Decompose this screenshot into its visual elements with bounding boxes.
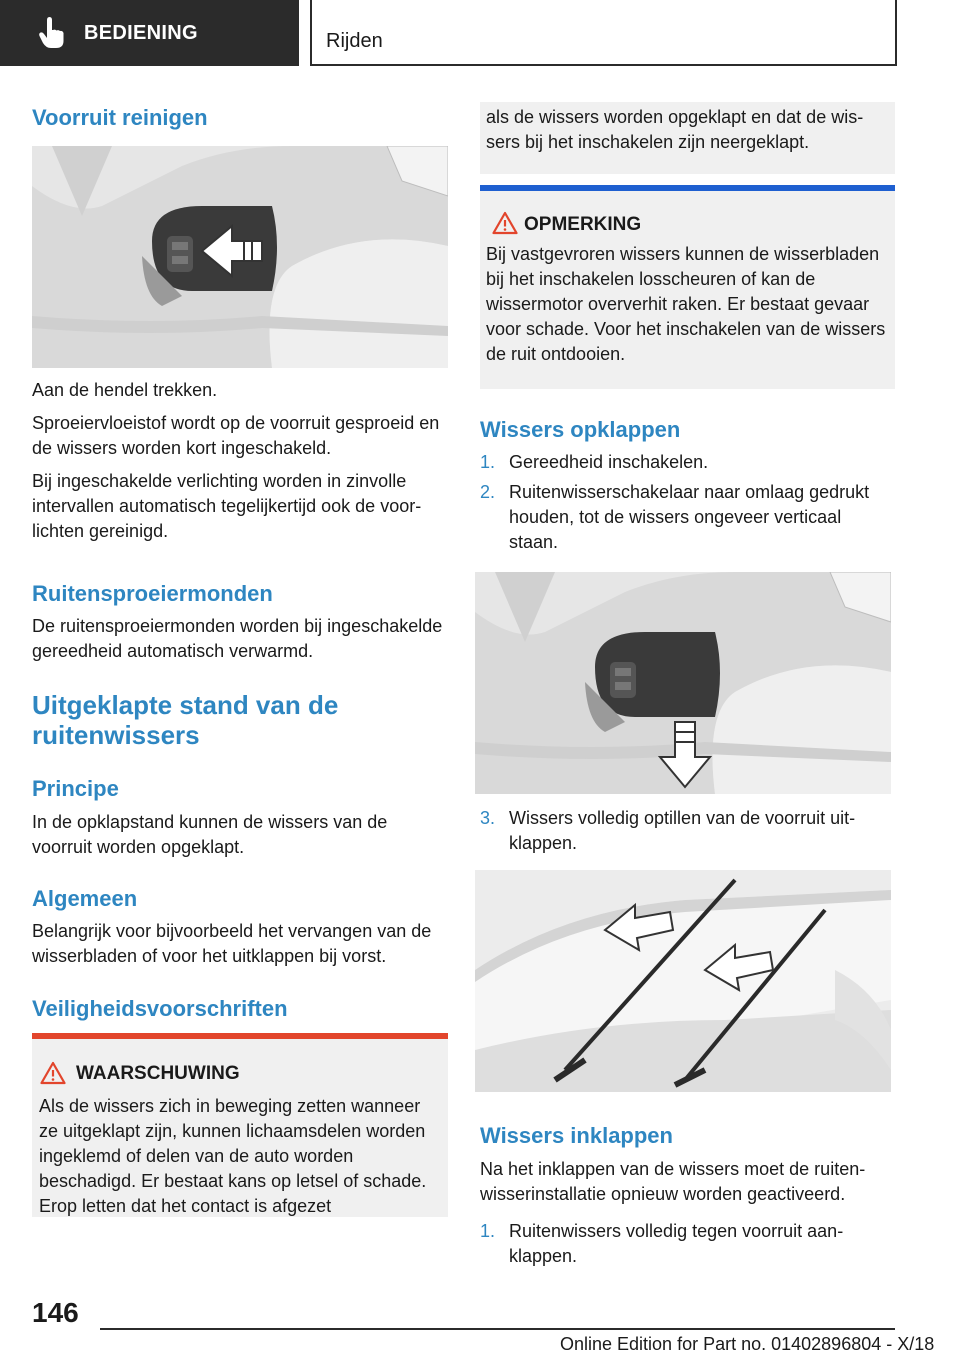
footer-edition: Online Edition for Part no. 01402896804 - X/18 xyxy=(560,1334,935,1354)
section-label: Rijden xyxy=(326,30,383,52)
paragraph-nozzles-heated: De ruitensproeiermonden worden bij ingeschakelde gereedheid automatisch verwarmd. xyxy=(32,616,443,661)
list-item: 1. Ruitenwissers volledig tegen voorruit aanklappen. xyxy=(480,1221,844,1266)
paragraph-washer-fluid: Sproeiervloeistof wordt op de voorruit gesproeid en de wissers worden kort ingeschakeld. xyxy=(32,413,440,458)
steps-opklappen-3 xyxy=(480,806,895,862)
heading-wissers-opklappen: Wissers opklappen xyxy=(480,417,681,442)
heading-wissers-inklappen: Wissers inklappen xyxy=(480,1123,673,1148)
heading-principe: Principe xyxy=(32,776,119,801)
list-item: 2. Ruitenwisserschakelaar naar omlaag gedrukt houden, tot de wissers ongeveer verticaal staan. xyxy=(480,482,870,552)
heading-uitgeklapte-stand: Uitgeklapte stand van de ruitenwissers xyxy=(32,690,339,750)
hand-pointer-icon xyxy=(38,17,66,49)
chapter-label: BEDIENING xyxy=(84,21,198,44)
warning-triangle-icon xyxy=(40,1061,66,1085)
illustration-wipers-lifted xyxy=(475,870,891,1092)
paragraph-pull-lever: Aan de hendel trekken. xyxy=(32,380,218,400)
paragraph-headlight-cleaning: Bij ingeschakelde verlichting worden in zinvolle intervallen automatisch tegelijkertijd ook de voorlichten gereinigd. xyxy=(32,471,422,541)
warning-box xyxy=(32,1039,448,1217)
paragraph-inklappen: Na het inklappen van de wissers moet de ruitenwisserinstallatie opnieuw worden geactiveerd. xyxy=(480,1159,866,1204)
warning-text-continued: als de wissers worden opgeklapt en dat de wissers bij het inschakelen zijn neergeklapt. xyxy=(486,107,864,152)
note-text: Bij vastgevroren wissers kunnen de wisserbladen bij het inschakelen losscheuren of kan de wissermotor oververhit raken. Er bestaat gevaar voor schade. Voor het inschakelen van de wissers de ruit ontdooien. xyxy=(486,244,886,364)
paragraph-principe: In de opklapstand kunnen de wissers van de voorruit worden opgeklapt. xyxy=(32,812,388,857)
warning-text: Als de wissers zich in beweging zetten wanneer ze uitgeklapt zijn, kunnen lichaamsdelen worden ingeklemd of delen van de auto worden beschadigd. Er bestaat kans op letsel of schade. Erop letten dat het contact is afgezet xyxy=(39,1096,427,1216)
note-box xyxy=(480,191,895,389)
heading-veiligheidsvoorschriften: Veiligheidsvoorschriften xyxy=(32,996,288,1021)
illustration-wiper-lever-push-down xyxy=(475,572,891,794)
steps-opklappen xyxy=(480,450,895,561)
footer-divider xyxy=(100,1328,895,1330)
paragraph-algemeen: Belangrijk voor bijvoorbeeld het vervangen van de wisserbladen of voor het uitklappen bij vorst. xyxy=(32,921,432,966)
note-title: OPMERKING xyxy=(524,214,642,235)
heading-ruitensproeiermonden: Ruitensproeiermonden xyxy=(32,581,273,606)
section-header xyxy=(310,0,897,66)
list-item: 1. Gereedheid inschakelen. xyxy=(480,452,709,472)
warning-box-continued xyxy=(480,102,895,174)
page-number: 146 xyxy=(32,1297,79,1328)
steps-inklappen xyxy=(480,1219,895,1275)
heading-voorruit-reinigen: Voorruit reinigen xyxy=(32,105,208,130)
list-item: 3. Wissers volledig optillen van de voorruit uitklappen. xyxy=(480,808,856,853)
illustration-wiper-lever-pull xyxy=(32,146,448,368)
chapter-tab[interactable] xyxy=(0,0,299,66)
caution-triangle-icon xyxy=(492,211,518,235)
heading-algemeen: Algemeen xyxy=(32,886,138,911)
warning-title: WAARSCHUWING xyxy=(76,1063,240,1084)
